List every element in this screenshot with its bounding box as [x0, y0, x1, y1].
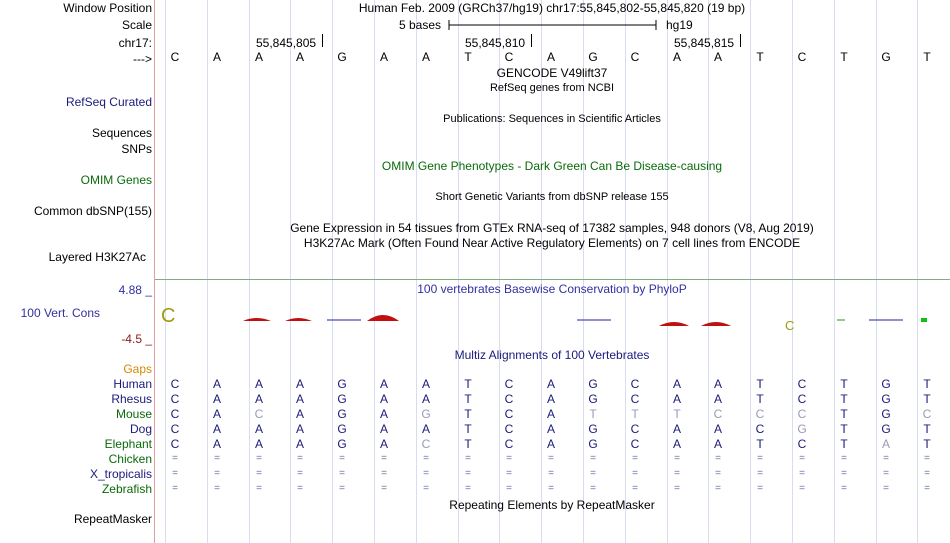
- alignment-base: =: [172, 453, 178, 464]
- alignment-base: A: [672, 377, 681, 391]
- reference-base: A: [713, 50, 722, 64]
- alignment-base: C: [797, 407, 807, 421]
- alignment-base: T: [923, 392, 931, 406]
- reference-base: G: [881, 50, 891, 64]
- alignment-base: =: [924, 468, 930, 479]
- alignment-base: =: [632, 453, 638, 464]
- alignment-base: G: [881, 377, 891, 391]
- alignment-base: A: [672, 392, 681, 406]
- publications-track-title[interactable]: Publications: Sequences in Scientific Articles: [443, 113, 661, 125]
- reference-base: T: [756, 50, 764, 64]
- alignment-base: C: [713, 407, 723, 421]
- alignment-base: =: [715, 453, 721, 464]
- alignment-base: =: [674, 483, 680, 494]
- alignment-base: A: [295, 377, 304, 391]
- alignment-base: =: [465, 468, 471, 479]
- alignment-base: C: [504, 407, 514, 421]
- alignment-base: A: [295, 407, 304, 421]
- alignment-base: A: [713, 422, 722, 436]
- alignment-base: G: [588, 437, 598, 451]
- omim-track-label[interactable]: OMIM Genes: [80, 173, 152, 187]
- reference-base: C: [170, 50, 180, 64]
- alignment-base: T: [923, 422, 931, 436]
- alignment-base: =: [214, 453, 220, 464]
- alignment-base: T: [756, 377, 764, 391]
- reference-base: G: [337, 50, 347, 64]
- alignment-base: =: [757, 468, 763, 479]
- alignment-base: =: [381, 453, 387, 464]
- alignment-base: =: [506, 483, 512, 494]
- sequences-track-label[interactable]: Sequences: [91, 126, 152, 140]
- alignment-base: A: [254, 392, 263, 406]
- alignment-base: G: [337, 437, 347, 451]
- alignment-base: =: [548, 453, 554, 464]
- alignment-base: A: [295, 422, 304, 436]
- alignment-base: T: [464, 407, 472, 421]
- alignment-base: A: [212, 422, 221, 436]
- alignment-base: C: [170, 392, 180, 406]
- alignment-base: T: [464, 422, 472, 436]
- phylop-track-title[interactable]: 100 vertebrates Basewise Conservation by PhyloP: [417, 282, 687, 296]
- alignment-base: C: [170, 377, 180, 391]
- alignment-base: =: [256, 483, 262, 494]
- omim-track-title[interactable]: OMIM Gene Phenotypes - Dark Green Can Be Disease-causing: [381, 159, 723, 173]
- reference-base: T: [840, 50, 848, 64]
- alignment-base: G: [337, 407, 347, 421]
- gtex-track-title[interactable]: Gene Expression in 54 tissues from GTEx RNA-seq of 17382 samples, 948 donors (V8, Aug 2019): [290, 221, 814, 235]
- alignment-base: C: [797, 437, 807, 451]
- alignment-base: G: [588, 392, 598, 406]
- cons-max-label: 4.88 _: [118, 283, 152, 297]
- ruler-tick-1: 55,845,805: [256, 36, 317, 50]
- scale-label: Scale: [121, 18, 152, 32]
- ruler-tick-2: 55,845,810: [465, 36, 526, 50]
- species-label[interactable]: Chicken: [108, 452, 152, 466]
- phylop-logo-C: C: [161, 305, 176, 327]
- alignment-base: =: [172, 483, 178, 494]
- alignment-base: G: [881, 407, 891, 421]
- alignment-base: A: [212, 392, 221, 406]
- alignment-base: T: [840, 437, 848, 451]
- phylop-logo-A4: [659, 322, 689, 326]
- alignment-base: C: [170, 407, 180, 421]
- alignment-base: C: [797, 392, 807, 406]
- alignment-base: A: [212, 437, 221, 451]
- alignment-base: A: [546, 437, 555, 451]
- window-position-text: Human Feb. 2009 (GRCh37/hg19) chr17:55,845,802-55,845,820 (19 bp): [358, 1, 746, 15]
- alignment-base: =: [799, 468, 805, 479]
- track-separator: [155, 279, 950, 280]
- repeatmasker-track-label[interactable]: RepeatMasker: [73, 512, 152, 526]
- alignment-base: =: [548, 468, 554, 479]
- alignment-base: =: [423, 468, 429, 479]
- alignment-base: =: [715, 483, 721, 494]
- gencode-track-title[interactable]: GENCODE V49lift37: [496, 66, 608, 80]
- alignment-base: G: [588, 422, 598, 436]
- alignment-base: A: [421, 392, 430, 406]
- alignment-base: G: [337, 377, 347, 391]
- reference-base: T: [923, 50, 931, 64]
- alignment-base: G: [337, 392, 347, 406]
- alignment-base: =: [590, 483, 596, 494]
- alignment-base: =: [256, 453, 262, 464]
- reference-base: G: [588, 50, 598, 64]
- phylop-logo-T2: [921, 318, 927, 322]
- alignment-base: =: [423, 483, 429, 494]
- reference-base: T: [464, 50, 472, 64]
- alignment-base: T: [923, 437, 931, 451]
- scale-bar: [448, 18, 658, 32]
- alignment-base: C: [170, 437, 180, 451]
- alignment-base: =: [297, 483, 303, 494]
- alignment-base: C: [504, 377, 514, 391]
- alignment-base: T: [840, 422, 848, 436]
- alignment-base: A: [379, 392, 388, 406]
- reference-base: A: [672, 50, 681, 64]
- phylop-logo-A2: [285, 318, 312, 321]
- chrom-label: chr17:: [118, 36, 152, 50]
- alignment-base: =: [339, 453, 345, 464]
- ruler-tick-3: 55,845,815: [674, 36, 735, 50]
- alignment-base: A: [212, 377, 221, 391]
- alignment-base: A: [546, 422, 555, 436]
- h3k27ac-track-label[interactable]: Layered H3K27Ac: [48, 250, 146, 264]
- alignment-base: =: [381, 468, 387, 479]
- alignment-base: C: [797, 377, 807, 391]
- alignment-base: =: [841, 468, 847, 479]
- alignment-base: =: [214, 483, 220, 494]
- alignment-base: A: [295, 392, 304, 406]
- h3k27ac-track-title[interactable]: H3K27Ac Mark (Often Found Near Active Regulatory Elements) on 7 cell lines from ENCODE: [303, 236, 801, 250]
- reference-base: C: [504, 50, 514, 64]
- scale-text: 5 bases: [399, 18, 442, 32]
- species-label[interactable]: Mouse: [115, 407, 152, 421]
- alignment-base: A: [713, 377, 722, 391]
- alignment-base: =: [465, 453, 471, 464]
- alignment-base: =: [883, 453, 889, 464]
- alignment-base: C: [630, 422, 640, 436]
- alignment-base: A: [421, 422, 430, 436]
- alignment-base: A: [672, 422, 681, 436]
- alignment-base: A: [212, 407, 221, 421]
- reference-base: A: [379, 50, 388, 64]
- alignment-base: =: [256, 468, 262, 479]
- alignment-base: T: [840, 392, 848, 406]
- alignment-base: =: [841, 483, 847, 494]
- alignment-base: A: [881, 437, 890, 451]
- alignment-base: G: [588, 377, 598, 391]
- alignment-base: =: [214, 468, 220, 479]
- species-label[interactable]: Elephant: [104, 437, 152, 451]
- alignment-base: =: [423, 453, 429, 464]
- ruler-tick-mark-1: [322, 34, 323, 47]
- alignment-base: =: [297, 468, 303, 479]
- alignment-base: =: [590, 453, 596, 464]
- alignment-base: G: [337, 422, 347, 436]
- phylop-logo-C2: C: [785, 318, 795, 333]
- alignment-base: A: [254, 377, 263, 391]
- ruler-tick-mark-3: [740, 34, 741, 47]
- alignment-base: G: [881, 392, 891, 406]
- alignment-base: T: [840, 377, 848, 391]
- alignment-base: C: [504, 422, 514, 436]
- alignment-base: =: [548, 483, 554, 494]
- repeatmasker-track-title[interactable]: Repeating Elements by RepeatMasker: [449, 498, 655, 512]
- ruler-tick-mark-2: [531, 34, 532, 47]
- phylop-logo-A5: [701, 322, 731, 326]
- alignment-base: =: [674, 453, 680, 464]
- label-divider: [154, 0, 155, 543]
- alignment-base: =: [339, 468, 345, 479]
- alignment-base: T: [756, 437, 764, 451]
- alignment-base: =: [674, 468, 680, 479]
- alignment-base: =: [632, 483, 638, 494]
- alignment-base: A: [295, 437, 304, 451]
- species-label[interactable]: Zebrafish: [101, 482, 152, 496]
- alignment-base: =: [172, 468, 178, 479]
- alignment-base: C: [504, 437, 514, 451]
- alignment-base: A: [546, 407, 555, 421]
- alignment-base: =: [339, 483, 345, 494]
- species-label[interactable]: X_tropicalis: [89, 467, 152, 481]
- alignment-base: T: [673, 407, 681, 421]
- reference-base: A: [212, 50, 221, 64]
- alignment-base: G: [881, 422, 891, 436]
- alignment-base: =: [506, 468, 512, 479]
- reference-base: A: [546, 50, 555, 64]
- reference-base: C: [630, 50, 640, 64]
- species-label[interactable]: Rhesus: [111, 392, 152, 406]
- alignment-base: A: [713, 437, 722, 451]
- alignment-base: T: [464, 377, 472, 391]
- phylop-logo-A3: [367, 315, 399, 321]
- alignment-base: =: [924, 483, 930, 494]
- phylop-conservation-plot[interactable]: [155, 300, 950, 340]
- gaps-label: Gaps: [123, 362, 152, 376]
- alignment-base: =: [924, 453, 930, 464]
- phylop-logo-A1: [243, 318, 271, 321]
- alignment-base: G: [421, 407, 431, 421]
- alignment-base: =: [757, 483, 763, 494]
- alignment-base: A: [546, 377, 555, 391]
- multiz-track-title[interactable]: Multiz Alignments of 100 Vertebrates: [454, 348, 650, 362]
- alignment-base: G: [797, 422, 807, 436]
- alignment-base: A: [254, 422, 263, 436]
- alignment-base: A: [379, 377, 388, 391]
- dbsnp-track-title[interactable]: Short Genetic Variants from dbSNP release 155: [435, 191, 669, 203]
- alignment-base: T: [589, 407, 597, 421]
- alignment-base: C: [504, 392, 514, 406]
- alignment-base: =: [381, 483, 387, 494]
- alignment-base: =: [799, 483, 805, 494]
- dbsnp-track-label[interactable]: Common dbSNP(155): [33, 204, 152, 218]
- alignment-base: =: [841, 453, 847, 464]
- alignment-base: T: [756, 392, 764, 406]
- cons-track-label[interactable]: 100 Vert. Cons: [20, 306, 100, 320]
- alignment-base: C: [755, 407, 765, 421]
- alignment-base: =: [883, 468, 889, 479]
- alignment-base: C: [630, 377, 640, 391]
- alignment-base: =: [757, 453, 763, 464]
- alignment-base: T: [464, 392, 472, 406]
- species-label[interactable]: Dog: [129, 422, 152, 436]
- alignment-base: =: [506, 453, 512, 464]
- alignment-base: A: [379, 437, 388, 451]
- alignment-base: C: [755, 422, 765, 436]
- snps-track-label[interactable]: SNPs: [121, 142, 152, 156]
- alignment-base: C: [170, 422, 180, 436]
- alignment-base: C: [630, 437, 640, 451]
- reference-base: A: [421, 50, 430, 64]
- alignment-base: =: [465, 483, 471, 494]
- alignment-base: A: [713, 392, 722, 406]
- reference-base: A: [254, 50, 263, 64]
- alignment-base: A: [254, 437, 263, 451]
- cons-min-label: -4.5 _: [121, 332, 152, 346]
- alignment-base: T: [464, 437, 472, 451]
- reference-base: C: [797, 50, 807, 64]
- alignment-base: =: [799, 453, 805, 464]
- alignment-base: =: [715, 468, 721, 479]
- alignment-base: =: [883, 483, 889, 494]
- refseq-track-label[interactable]: RefSeq Curated: [65, 95, 152, 109]
- alignment-base: A: [672, 437, 681, 451]
- strand-arrow-label[interactable]: --->: [133, 52, 152, 66]
- window-position-label: Window Position: [63, 1, 152, 15]
- refseq-track-title[interactable]: RefSeq genes from NCBI: [489, 82, 615, 94]
- assembly-text: hg19: [666, 18, 693, 32]
- alignment-base: =: [297, 453, 303, 464]
- alignment-base: A: [421, 377, 430, 391]
- reference-base: A: [295, 50, 304, 64]
- alignment-base: C: [922, 407, 932, 421]
- alignment-base: T: [923, 377, 931, 391]
- alignment-base: A: [379, 422, 388, 436]
- alignment-base: A: [546, 392, 555, 406]
- alignment-base: A: [379, 407, 388, 421]
- alignment-base: C: [421, 437, 431, 451]
- alignment-base: C: [254, 407, 264, 421]
- alignment-base: C: [630, 392, 640, 406]
- alignment-base: T: [631, 407, 639, 421]
- alignment-base: =: [590, 468, 596, 479]
- species-label[interactable]: Human: [113, 377, 152, 391]
- alignment-base: T: [840, 407, 848, 421]
- alignment-base: =: [632, 468, 638, 479]
